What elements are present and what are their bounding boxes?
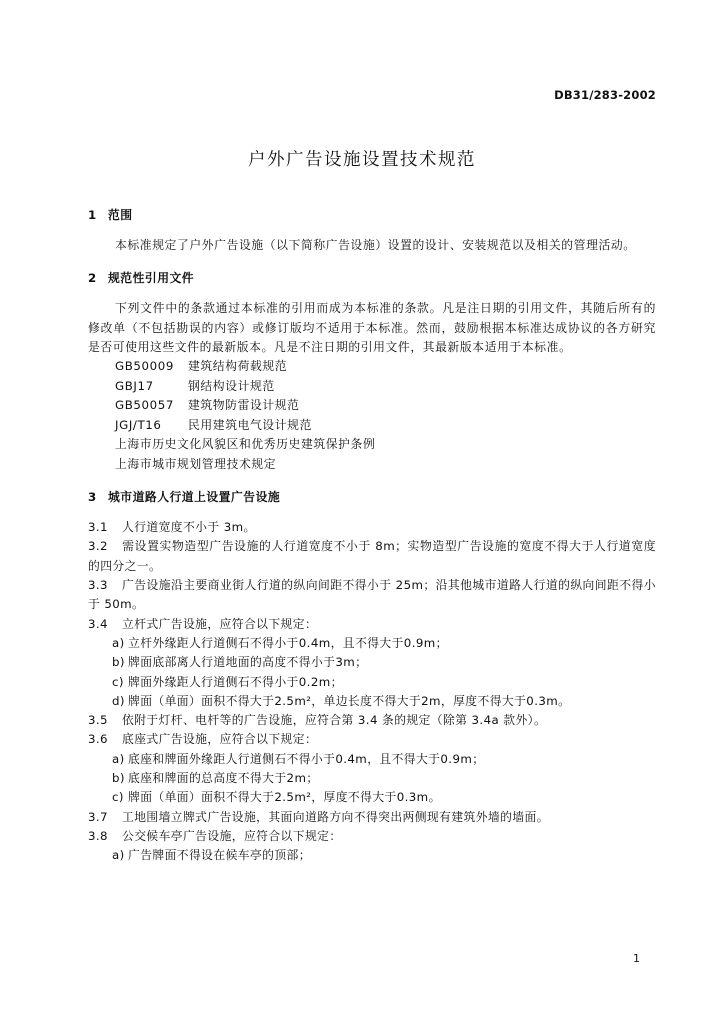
reference-code: GBJ17 — [115, 378, 154, 393]
section-heading — [88, 487, 656, 507]
clause-text: 公交候车亭广告设施，应符合以下规定： — [122, 828, 342, 843]
reference-name: 民用建筑电气设计规范 — [188, 417, 312, 432]
sub-item — [88, 634, 656, 653]
reference-code: JGJ/T16 — [115, 417, 162, 432]
sub-item-label: b) — [112, 771, 125, 786]
clause — [88, 730, 656, 749]
clause-number: 3.3 — [88, 578, 108, 593]
sub-item-text: 底座和牌面外缘距人行道侧石不得小于0.4m，且不得大于0.9m； — [128, 751, 485, 766]
page-number: 1 — [633, 952, 640, 965]
clause — [88, 827, 656, 846]
clause-number: 3.7 — [88, 809, 108, 824]
sub-item-label: c) — [112, 674, 124, 689]
document-title: 户外广告设施设置技术规范 — [248, 150, 476, 170]
clause-number: 3.1 — [88, 520, 108, 535]
clause-text: 人行道宽度不小于 3m。 — [122, 520, 256, 535]
section-title: 规范性引用文件 — [108, 271, 195, 286]
paragraph: 下列文件中的条款通过本标准的引用而成为本标准的条款。凡是注日期的引用文件，其随后所有的修改单（不包括勘误的内容）或修订版均不适用于本标准。然而，鼓励根据本标准达成协议的各方研究是否可使用这些文件的最新版本。凡是不注日期的引用文件，其最新版本适用于本标准。 — [88, 301, 656, 354]
reference-name: 建筑物防雷设计规范 — [188, 398, 300, 413]
sub-item-text: 广告牌面不得设在候车亭的顶部； — [128, 848, 311, 863]
sub-item — [88, 673, 656, 692]
clause — [88, 711, 656, 730]
section-title: 范围 — [108, 208, 133, 222]
sub-item-text: 立杆外缘距人行道侧石不得小于0.4m，且不得大于0.9m； — [128, 635, 448, 650]
clause-number: 3.2 — [88, 539, 108, 554]
clause — [88, 808, 656, 827]
reference-code: GB50057 — [115, 398, 174, 413]
sub-item-label: b) — [112, 655, 125, 670]
sub-item-text: 牌面（单面）面积不得大于2.5m²，厚度不得大于0.3m。 — [128, 790, 441, 805]
clause-number: 3.4 — [88, 616, 108, 631]
section-number: 1 — [88, 208, 97, 222]
sub-item-text: 牌面外缘距人行道侧石不得小于0.2m； — [128, 674, 343, 689]
sub-item-text: 底座和牌面的总高度不得大于2m； — [128, 771, 319, 786]
section-heading — [88, 205, 656, 225]
clause-text: 依附于灯杆、电杆等的广告设施，应符合第 3.4 条的规定（除第 3.4a 款外）。 — [122, 713, 547, 728]
sub-item — [88, 788, 656, 807]
sub-item — [88, 846, 656, 865]
sub-item — [88, 692, 656, 711]
clause-number: 3.8 — [88, 828, 108, 843]
sub-item-label: a) — [112, 635, 125, 650]
clause-text: 需设置实物造型广告设施的人行道宽度不小于 8m；实物造型广告设施的宽度不得大于人行道宽度的四分之一。 — [88, 539, 656, 573]
sub-item — [88, 769, 656, 788]
reference-item — [88, 416, 656, 436]
sub-item — [88, 750, 656, 769]
section-number: 2 — [88, 271, 97, 286]
reference-name: 建筑结构荷载规范 — [188, 359, 288, 374]
clause-text: 立杆式广告设施，应符合以下规定： — [122, 616, 318, 631]
reference-item — [88, 396, 656, 416]
sub-item-label: c) — [112, 790, 124, 805]
clause — [88, 518, 656, 537]
paragraph: 本标准规定了户外广告设施（以下简称广告设施）设置的设计、安装规范以及相关的管理活动。 — [115, 238, 636, 252]
clause-text: 广告设施沿主要商业街人行道的纵向间距不得小于 25m；沿其他城市道路人行道的纵向间距不得小于 50m。 — [88, 578, 656, 612]
clause-text: 工地围墙立牌式广告设施，其面向道路方向不得突出两侧现有建筑外墙的墙面。 — [122, 809, 549, 824]
sub-item-text: 牌面底部离人行道地面的高度不得小于3m； — [128, 655, 368, 670]
reference-item — [88, 357, 656, 377]
section-heading — [88, 268, 656, 288]
clause — [88, 576, 656, 615]
document-number: DB31/283-2002 — [554, 88, 656, 102]
reference-list — [88, 357, 656, 474]
section-title: 城市道路人行道上设置广告设施 — [108, 490, 281, 505]
sub-item-label: a) — [112, 751, 125, 766]
reference-item — [88, 377, 656, 397]
reference-item — [88, 455, 656, 475]
clause-number: 3.5 — [88, 713, 108, 728]
reference-code: GB50009 — [115, 359, 174, 374]
sub-item-text: 牌面（单面）面积不得大于2.5m²，单边长度不得大于2m，厚度不得大于0.3m。 — [128, 693, 571, 708]
clause — [88, 615, 656, 634]
document-body — [88, 205, 656, 866]
sub-item-label: a) — [112, 848, 125, 863]
clause-number: 3.6 — [88, 732, 108, 747]
reference-name: 钢结构设计规范 — [188, 378, 275, 393]
reference-name: 上海市历史文化风貌区和优秀历史建筑保护条例 — [115, 437, 376, 452]
reference-name: 上海市城市规划管理技术规定 — [115, 456, 277, 471]
clause — [88, 537, 656, 576]
sub-item-label: d) — [112, 693, 125, 708]
clause-text: 底座式广告设施，应符合以下规定： — [122, 732, 318, 747]
reference-item — [88, 435, 656, 455]
section-number: 3 — [88, 490, 97, 505]
sub-item — [88, 653, 656, 672]
